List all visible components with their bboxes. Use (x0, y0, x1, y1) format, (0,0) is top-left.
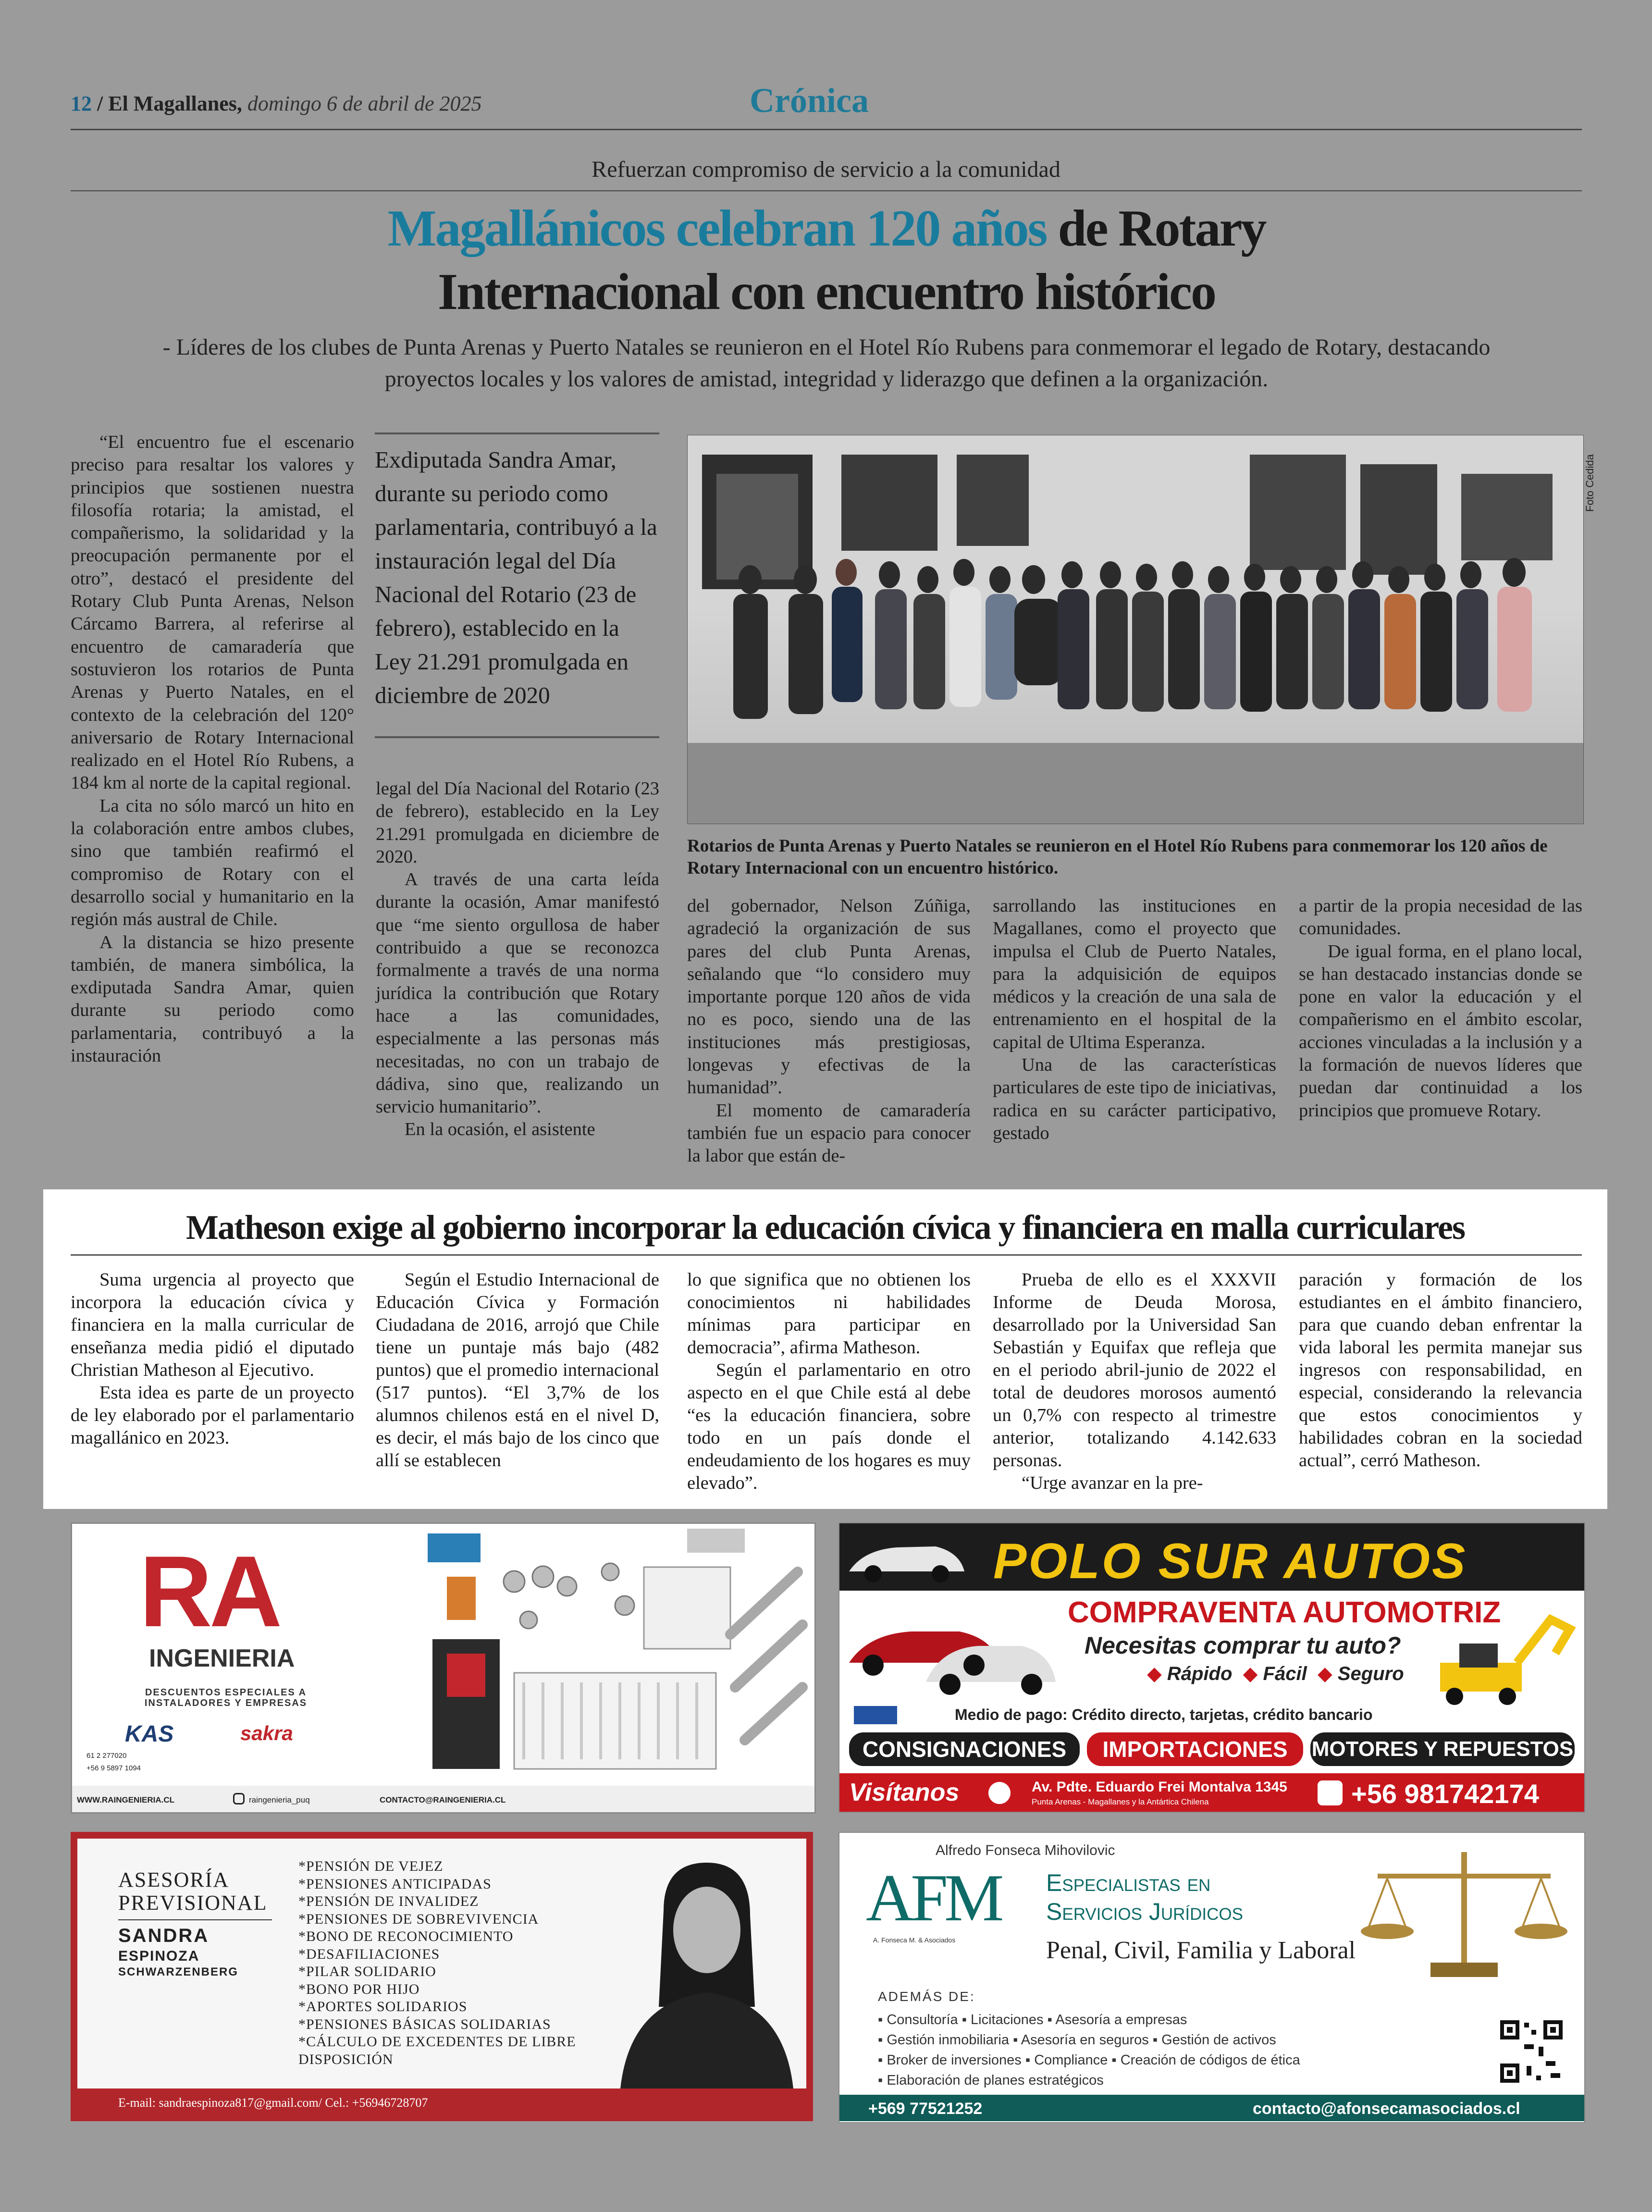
group-photo-image (688, 435, 1583, 824)
afm-service-line: ▪ Consultoría ▪ Licitaciones ▪ Asesoría a empresas (878, 2012, 1187, 2027)
afm-services (878, 2010, 1300, 2090)
ra-phone-2: +56 9 5897 1094 (86, 1764, 141, 1772)
tab-importaciones[interactable]: IMPORTACIONES (1087, 1732, 1303, 1766)
cars-image (839, 1591, 1065, 1706)
paper-name: El Magallanes, (108, 92, 242, 115)
paragraph: La cita no sólo marcó un hito en la colaboración entre ambos clubes, sino que también reafirmó el compromiso de Rotary con el desarrollo social y humanitario en la región más austral de Chile. (71, 795, 354, 930)
ad-afm-juridicos[interactable] (838, 1832, 1585, 2123)
ase-contact[interactable]: E-mail: sandraespinoza817@gmail.com/ Cel.: +56946728707 (118, 2096, 428, 2110)
service-item: *DESAFILIACIONES (298, 1946, 440, 1962)
ra-email[interactable]: CONTACTO@RAINGENIERIA.CL (380, 1795, 506, 1804)
service-item: *BONO DE RECONOCIMIENTO (298, 1928, 514, 1944)
polo-question: Necesitas comprar tu auto? (1085, 1632, 1401, 1659)
afm-service-line: ▪ Gestión inmobiliaria ▪ Asesoría en seguros ▪ Gestión de activos (878, 2032, 1276, 2048)
paragraph: a partir de la propia necesidad de las comunidades. (1299, 896, 1582, 939)
polo-address: Av. Pdte. Eduardo Frei Montalva 1345 (1032, 1779, 1287, 1795)
scales-of-justice-icon (1358, 1842, 1570, 1987)
ad-asesoria-previsional[interactable] (71, 1832, 813, 2121)
afm-person: Alfredo Fonseca Mihovilovic (936, 1842, 1115, 1858)
afm-logo: AFM (866, 1861, 1000, 1935)
ase-divider (118, 1919, 272, 1920)
service-item: *PENSIONES BÁSICAS SOLIDARIAS (298, 2016, 551, 2032)
ase-name-3: SCHWARZENBERG (118, 1965, 239, 1978)
polo-title: POLO SUR AUTOS (993, 1533, 1467, 1589)
afm-service-line: ▪ Broker de inversiones ▪ Compliance ▪ Creación de códigos de ética (878, 2052, 1300, 2068)
service-item: *PENSIONES ANTICIPADAS (298, 1876, 492, 1892)
instagram-icon (233, 1793, 245, 1804)
polo-payment: Medio de pago: Crédito directo, tarjetas, crédito bancario (955, 1706, 1373, 1723)
excavator-image (1421, 1595, 1584, 1706)
article2-column-4 (993, 1269, 1276, 1495)
article2-column-3 (687, 1269, 971, 1495)
bullet-icon: ◆ (1147, 1663, 1167, 1684)
ra-logo: RA (139, 1535, 280, 1648)
ra-name: INGENIERIA (149, 1644, 295, 1672)
article2-title: Matheson exige al gobierno incorporar la educación cívica y financiera en malla curriculares (186, 1208, 1465, 1247)
paragraph: A la distancia se hizo presente también, de manera simbólica, la exdiputada Sandra Amar, quien durante su periodo como parlamentaria, contribuyó a la instauración (71, 932, 354, 1066)
paragraph: Esta idea es parte de un proyecto de ley elaborado por el parlamentario magallánico en 2023. (71, 1383, 354, 1448)
separator: / (97, 92, 103, 115)
paragraph: El momento de camaradería también fue un espacio para conocer la labor que están de- (687, 1100, 971, 1166)
polo-benefits (1147, 1663, 1404, 1685)
paragraph: Según el parlamentario en otro aspecto en el que Chile está al debe “es la educación financiera, sobre todo en un país donde el endeudamiento de los hogares es muy elevado”. (687, 1360, 971, 1493)
qr-code-icon[interactable] (1498, 2018, 1565, 2085)
headline-highlight: Magallánicos celebran 120 años (387, 200, 1047, 257)
afm-phone[interactable]: +569 77521252 (868, 2100, 983, 2118)
headline (96, 197, 1557, 324)
paragraph: “Urge avanzar en la pre- (1022, 1473, 1203, 1493)
article2-column-2 (376, 1269, 659, 1472)
article-column-5 (1299, 895, 1582, 1122)
afm-also: ADEMÁS DE: (878, 1989, 975, 2004)
benefit-2: Fácil (1263, 1663, 1307, 1684)
bullet-icon: ◆ (1312, 1663, 1338, 1684)
ra-brand-kas: KAS (125, 1721, 174, 1747)
article-column-2 (376, 778, 659, 1141)
sports-car-image (844, 1533, 969, 1586)
afm-title-1: Especialistas en (1046, 1869, 1211, 1896)
paragraph: legal del Día Nacional del Rotario (23 de febrero), establecido en la Ley 21.291 promulgada en diciembre de 2020. (376, 779, 659, 867)
afm-email[interactable]: contacto@afonsecamasociados.cl (1253, 2100, 1520, 2118)
tab-consignaciones[interactable]: CONSIGNACIONES (849, 1732, 1080, 1766)
paragraph: Según el Estudio Internacional de Educación Cívica y Formación Ciudadana de 2016, arrojó que Chile tiene un puntaje más bajo (482 puntos) que el promedio internacional (517 puntos). “El 3,7% de los alumnos chilenos está en el nivel D, es decir, el más bajo de los cinco que allí se establecen (376, 1270, 659, 1471)
afm-logo-sub: A. Fonseca M. & Asociados (873, 1936, 956, 1944)
issue-date: domingo 6 de abril de 2025 (247, 92, 482, 115)
lead-paragraph: - Líderes de los clubes de Punta Arenas y Puerto Natales se reunieron en el Hotel Río Rubens para conmemorar el legado de Rotary, destacando proyectos locales y los valores de amistad, integridad y liderazgo que definen a la organización. (162, 334, 1491, 392)
article2-column-1 (71, 1269, 354, 1449)
afm-service-line: ▪ Elaboración de planes estratégicos (878, 2073, 1104, 2088)
polo-visit: Visítanos (849, 1779, 960, 1806)
ad-ra-ingenieria[interactable] (71, 1522, 816, 1814)
paragraph: del gobernador, Nelson Zúñiga, agradeció la organización de sus pares del club Punta Arenas, señalando que “lo considero muy importante porque 120 años de vida no es poco, siendo una de las instituciones más prestigiosas, longevas y efectivas de la humanidad”. (687, 896, 971, 1098)
ad-polo-sur-autos[interactable] (838, 1522, 1585, 1813)
photo-caption: Rotarios de Punta Arenas y Puerto Natales se reunieron en el Hotel Río Rubens para conmemorar los 120 años de Rotary Internacional con un encuentro histórico. (687, 836, 1548, 878)
paragraph: De igual forma, en el plano local, se han destacado instancias donde se pone en valor la educación y el compañerismo en el ámbito escolar, acciones vinculadas a la inclusión y a la formación de nuevos líderes que puedan dar continuidad a los principios que promueve Rotary. (1299, 941, 1582, 1121)
ra-phone-1: 61 2 277020 (86, 1752, 127, 1760)
ase-name-2: ESPINOZA (118, 1948, 200, 1964)
benefit-1: Rápido (1167, 1663, 1233, 1684)
ra-web[interactable]: WWW.RAINGENIERIA.CL (77, 1795, 175, 1804)
pull-quote-rule-top (375, 433, 659, 434)
headline-rest: de Rotary (1058, 200, 1266, 257)
ra-products-image (418, 1529, 812, 1783)
tab-motores[interactable]: MOTORES Y REPUESTOS (1310, 1732, 1575, 1766)
polo-phone[interactable]: +56 981742174 (1351, 1779, 1539, 1809)
article-column-4 (993, 895, 1276, 1145)
card-icon (854, 1706, 897, 1724)
advisor-portrait (611, 1848, 803, 2088)
ra-phones (86, 1750, 141, 1775)
whatsapp-icon (1318, 1780, 1343, 1805)
polo-address-2: Punta Arenas - Magallanes y la Antártica Chilena (1032, 1797, 1209, 1806)
service-item: *APORTES SOLIDARIOS (298, 1999, 468, 2014)
section-title: Crónica (750, 81, 869, 120)
paragraph: Prueba de ello es el XXXVII Informe de Deuda Morosa, desarrollado por la Universidad San Sebastián y Equifax que refleja que en el periodo abril-junio de 2022 el total de deudores morosos aumentó un 0,7% con respecto al trimestre anterior, totalizando 4.142.633 personas. (993, 1270, 1276, 1471)
service-item: *CÁLCULO DE EXCEDENTES DE LIBRE DISPOSICIÓN (298, 2034, 576, 2067)
paragraph: paración y formación de los estudiantes en el ámbito financiero, para que cuando deban enfrentar la vida laboral les permita manejar sus ingresos con responsabilidad, en especial, considerando la relevancia que estos conocimientos y habilidades cobran en la sociedad actual”, cerró Matheson. (1299, 1270, 1582, 1471)
paragraph: A través de una carta leída durante la ocasión, Amar manifestó que “me siento orgullosa de haber contribuido a que se reconozca formalmente a través de una norma jurídica la contribución que Rotary hace a las comunidades, especialmente a las personas más necesitadas, no con un trabajo de dádiva, sino que, realizando un servicio humanitario”. (376, 869, 659, 1117)
ase-title-1: ASESORÍA (118, 1868, 230, 1891)
service-item: *PILAR SOLIDARIO (298, 1964, 436, 1979)
ase-title-2: PREVISIONAL (118, 1891, 268, 1915)
benefit-3: Seguro (1337, 1663, 1404, 1684)
group-photo (687, 435, 1584, 824)
kicker-rule (71, 190, 1582, 191)
service-item: *BONO POR HIJO (298, 1981, 420, 1997)
service-item: *PENSIÓN DE VEJEZ (298, 1858, 444, 1874)
kicker: Refuerzan compromiso de servicio a la comunidad (592, 157, 1060, 182)
pull-quote: Exdiputada Sandra Amar, durante su periodo como parlamentaria, contribuyó a la instauración legal del Día Nacional del Rotario (23 de febrero), establecido en la Ley 21.291 promulgada en diciembre de 2020 (375, 446, 657, 708)
service-item: *PENSIÓN DE INVALIDEZ (298, 1893, 479, 1909)
page-header-left (71, 91, 482, 116)
ra-instagram[interactable]: raingenieria_puq (249, 1795, 310, 1804)
header-rule (71, 129, 1582, 130)
service-item: *PENSIONES DE SOBREVIVENCIA (298, 1911, 539, 1927)
location-pin-icon (988, 1782, 1011, 1804)
paragraph: Suma urgencia al proyecto que incorpora la educación cívica y financiera en la malla curricular de enseñanza media pidió el diputado Christian Matheson al Ejecutivo. (71, 1270, 354, 1380)
headline-line2: Internacional con encuentro histórico (438, 263, 1215, 321)
afm-title-2: Servicios Jurídicos (1046, 1898, 1243, 1925)
article2-rule (71, 1254, 1582, 1256)
pull-quote-rule-bottom (375, 736, 659, 738)
paragraph: lo que significa que no obtienen los conocimientos ni habilidades mínimas para participar en democracia”, afirma Matheson. (687, 1270, 971, 1358)
article-column-1 (71, 431, 354, 1067)
ra-tagline: DESCUENTOS ESPECIALES A INSTALADORES Y EMPRESAS (144, 1687, 308, 1708)
paragraph: “El encuentro fue el escenario preciso para resaltar los valores y principios que sostienen nuestra filosofía rotaria; la amistad, el compañerismo, la solidaridad y la preocupación permanente por el otro”, destacó el presidente del Rotary Club Punta Arenas, Nelson Cárcamo Barrera, al referirse al encuentro de camaradería que sostuvieron los rotarios de Punta Arenas y Puerto Natales, en el contexto de la celebración del 120° aniversario de Rotary Internacional realizado en el Hotel Río Rubens, a 184 km al norte de la capital regional. (71, 432, 354, 793)
article-column-3 (687, 895, 971, 1168)
ra-brand-sakra: sakra (240, 1722, 293, 1744)
ase-services (298, 1858, 577, 2068)
paragraph: Una de las características particulares de este tipo de iniciativas, radica en su carácter participativo, gestado (993, 1055, 1276, 1143)
photo-credit: Foto Cedida (1584, 454, 1596, 512)
bullet-icon: ◆ (1237, 1663, 1263, 1684)
polo-subtitle: COMPRAVENTA AUTOMOTRIZ (1068, 1596, 1501, 1629)
afm-areas: Penal, Civil, Familia y Laboral (1046, 1937, 1356, 1964)
ase-name-1: SANDRA (118, 1925, 210, 1946)
paragraph: En la ocasión, el asistente (405, 1119, 595, 1140)
article2-column-5 (1299, 1269, 1582, 1472)
page-number: 12 (71, 92, 92, 115)
paragraph: sarrollando las instituciones en Magallanes, como el proyecto que impulsa el Club de Puerto Natales, para la adquisición de equipos médicos y la creación de una sala de entrenamiento en el hospital de la capital de Ultima Esperanza. (993, 896, 1276, 1052)
